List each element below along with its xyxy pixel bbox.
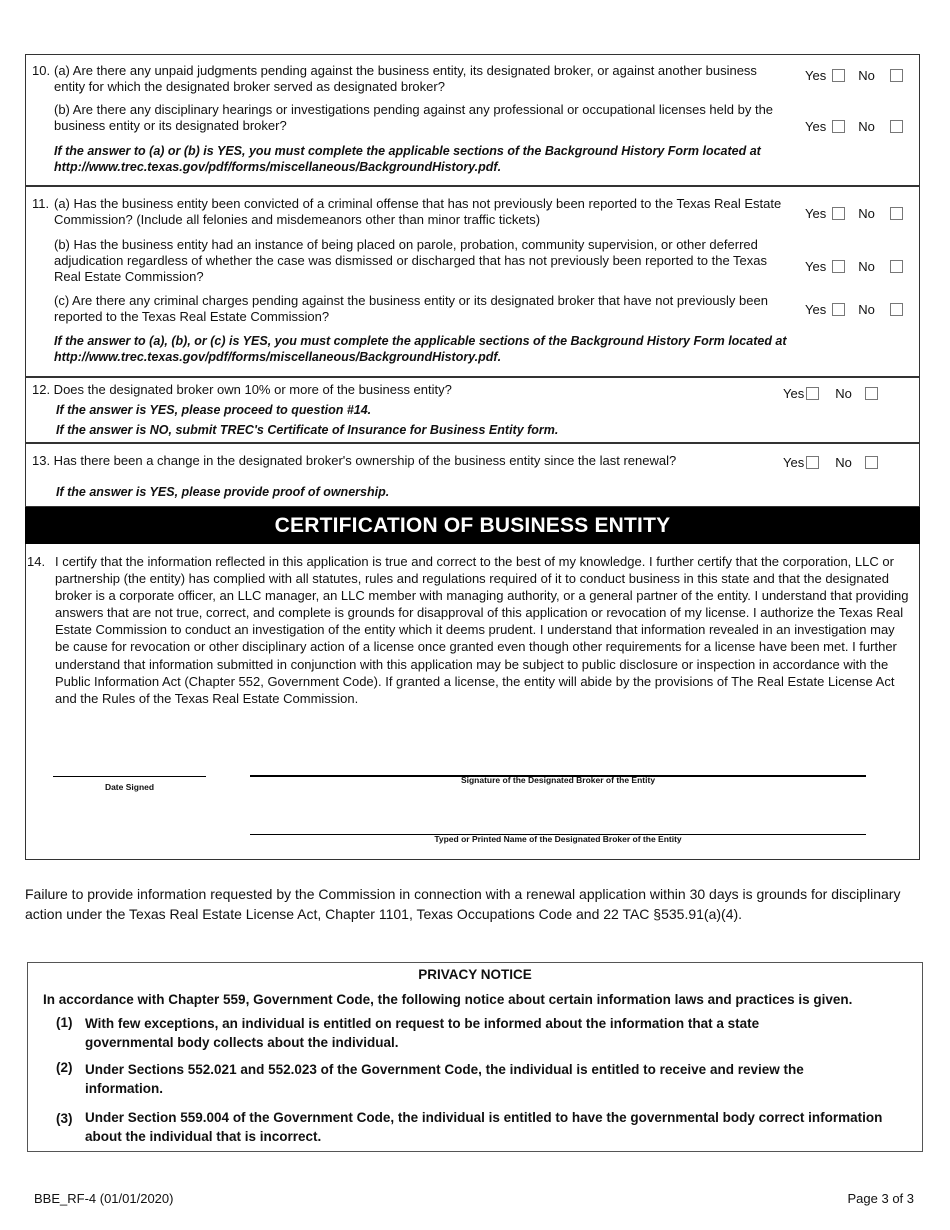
page-number: Page 3 of 3 bbox=[847, 1191, 914, 1206]
question-10a-answer bbox=[805, 68, 903, 83]
question-12-note-no: If the answer is NO, submit TREC's Certificate of Insurance for Business Entity form. bbox=[56, 423, 559, 437]
question-13-yes-checkbox[interactable] bbox=[806, 456, 819, 469]
question-11c-answer bbox=[805, 302, 903, 317]
no-label: No bbox=[858, 206, 875, 221]
question-11b-no-checkbox[interactable] bbox=[890, 260, 903, 273]
privacy-item-2-number: (2) bbox=[56, 1060, 73, 1075]
date-signed-line[interactable] bbox=[53, 776, 206, 777]
no-label: No bbox=[858, 302, 875, 317]
question-13-section bbox=[25, 443, 920, 507]
yes-label: Yes bbox=[805, 206, 827, 221]
question-13-note: If the answer is YES, please provide proof of ownership. bbox=[56, 485, 390, 499]
question-11-section bbox=[25, 186, 920, 377]
yes-label: Yes bbox=[805, 68, 827, 83]
question-12-text: 12. Does the designated broker own 10% or more of the business entity? bbox=[32, 382, 452, 397]
question-10-section bbox=[25, 54, 920, 186]
privacy-item-2-text: Under Sections 552.021 and 552.023 of the Government Code, the individual is entitled to receive and review the information. bbox=[85, 1062, 804, 1096]
privacy-item-3-number: (3) bbox=[56, 1111, 73, 1126]
yes-label: Yes bbox=[805, 259, 827, 274]
question-13-no-checkbox[interactable] bbox=[865, 456, 878, 469]
question-13-text: 13. Has there been a change in the designated broker's ownership of the business entity since the last renewal? bbox=[32, 453, 677, 468]
question-10b-text: (b) Are there any disciplinary hearings or investigations pending against any professional or occupational licenses held by the business entity or its designated broker? bbox=[54, 102, 774, 133]
question-12-yes-checkbox[interactable] bbox=[806, 387, 819, 400]
question-10-number: 10. bbox=[32, 63, 51, 78]
question-11-note: If the answer to (a), (b), or (c) is YES, you must complete the applicable sections of the Background History Form located at http://www.trec.texas.gov/pdf/forms/miscellaneous/BackgroundHistory.pdf. bbox=[54, 334, 787, 364]
form-id: BBE_RF-4 (01/01/2020) bbox=[34, 1191, 174, 1206]
failure-notice: Failure to provide information requested by the Commission in connection with a renewal application within 30 days is grounds for disciplinary action under the Texas Real Estate License Act, Chapter 1101, Texas Occupations Code and 22 TAC §535.91(a)(4). bbox=[25, 886, 901, 922]
privacy-item-1-number: (1) bbox=[56, 1015, 73, 1030]
question-13-answer bbox=[783, 455, 878, 470]
no-label: No bbox=[858, 68, 875, 83]
no-label: No bbox=[858, 259, 875, 274]
question-12-answer bbox=[783, 386, 878, 401]
yes-label: Yes bbox=[805, 119, 827, 134]
question-10b-yes-checkbox[interactable] bbox=[832, 120, 845, 133]
yes-label: Yes bbox=[783, 386, 805, 401]
question-10a-text: (a) Are there any unpaid judgments pending against the business entity, its designated broker, or against another business entity for which the designated broker served as designated broker? bbox=[54, 63, 757, 94]
certification-text: I certify that the information reflected in this application is true and correct to the best of my knowledge. I further certify that the corporation, LLC or partnership (the entity) has complied with all statutes, rules and regulations required of it to conduct business in this state and that the designated broker is a corporate officer, an LLC manager, an LLC member with managing authority, or a general partner of the entity. I understand that providing answers that are not true, correct, and complete is grounds for disapproval of this application or revocation of my license. I authorize the Texas Real Estate Commission to conduct an investigation of the entity which it deems prudent. I understand that information revealed in an investigation may be cause for revocation or other disciplinary action of a license once granted even though other requirements for a license have been met. I further understand that information submitted in conjunction with this application may be subject to public disclosure or inspection in accordance with the Public Information Act (Chapter 552, Government Code). If granted a license, the entity will abide by the provisions of The Real Estate License Act and the Rules of the Texas Real Estate Commission. bbox=[55, 554, 909, 706]
question-12-no-checkbox[interactable] bbox=[865, 387, 878, 400]
question-11b-answer bbox=[805, 259, 903, 274]
question-11a-no-checkbox[interactable] bbox=[890, 207, 903, 220]
yes-label: Yes bbox=[805, 302, 827, 317]
question-11a-text: (a) Has the business entity been convicted of a criminal offense that has not previously been reported to the Texas Real Estate Commission? (Include all felonies and misdemeanors other than minor traffic tickets) bbox=[54, 196, 782, 227]
date-signed-label: Date Signed bbox=[104, 782, 155, 792]
privacy-title: PRIVACY NOTICE bbox=[418, 967, 532, 982]
question-11c-text: (c) Are there any criminal charges pending against the business entity or its designated broker that have not previously been reported to the Texas Real Estate Commission? bbox=[54, 293, 768, 324]
certification-banner: CERTIFICATION OF BUSINESS ENTITY bbox=[25, 507, 920, 544]
question-11b-yes-checkbox[interactable] bbox=[832, 260, 845, 273]
yes-label: Yes bbox=[783, 455, 805, 470]
signature-label: Signature of the Designated Broker of the Entity bbox=[460, 775, 656, 785]
privacy-intro: In accordance with Chapter 559, Government Code, the following notice about certain information laws and practices is given. bbox=[43, 992, 853, 1007]
question-10a-no-checkbox[interactable] bbox=[890, 69, 903, 82]
question-10b-no-checkbox[interactable] bbox=[890, 120, 903, 133]
privacy-notice-box bbox=[27, 962, 923, 1152]
question-10-note: If the answer to (a) or (b) is YES, you must complete the applicable sections of the Background History Form located at http://www.trec.texas.gov/pdf/forms/miscellaneous/BackgroundHistory.pdf. bbox=[54, 144, 761, 174]
certification-number: 14. bbox=[27, 554, 46, 569]
question-11-number: 11. bbox=[32, 196, 50, 211]
no-label: No bbox=[858, 119, 875, 134]
no-label: No bbox=[835, 386, 852, 401]
question-11b-text: (b) Has the business entity had an instance of being placed on parole, probation, community supervision, or other deferred adjudication regardless of whether the case was dismissed or discharged that has not previously been reported to the Texas Real Estate Commission? bbox=[54, 237, 768, 284]
question-11a-answer bbox=[805, 206, 903, 221]
question-10b-answer bbox=[805, 119, 903, 134]
printed-name-label: Typed or Printed Name of the Designated Broker of the Entity bbox=[434, 834, 682, 844]
question-11c-no-checkbox[interactable] bbox=[890, 303, 903, 316]
question-12-section bbox=[25, 377, 920, 443]
privacy-item-1-text: With few exceptions, an individual is entitled on request to be informed about the information that a state governmental body collects about the individual. bbox=[85, 1016, 760, 1050]
question-11a-yes-checkbox[interactable] bbox=[832, 207, 845, 220]
privacy-item-3-text: Under Section 559.004 of the Government Code, the individual is entitled to have the governmental body correct information about the individual that is incorrect. bbox=[85, 1110, 883, 1144]
question-11c-yes-checkbox[interactable] bbox=[832, 303, 845, 316]
question-10a-yes-checkbox[interactable] bbox=[832, 69, 845, 82]
no-label: No bbox=[835, 455, 852, 470]
question-12-note-yes: If the answer is YES, please proceed to question #14. bbox=[56, 403, 372, 417]
